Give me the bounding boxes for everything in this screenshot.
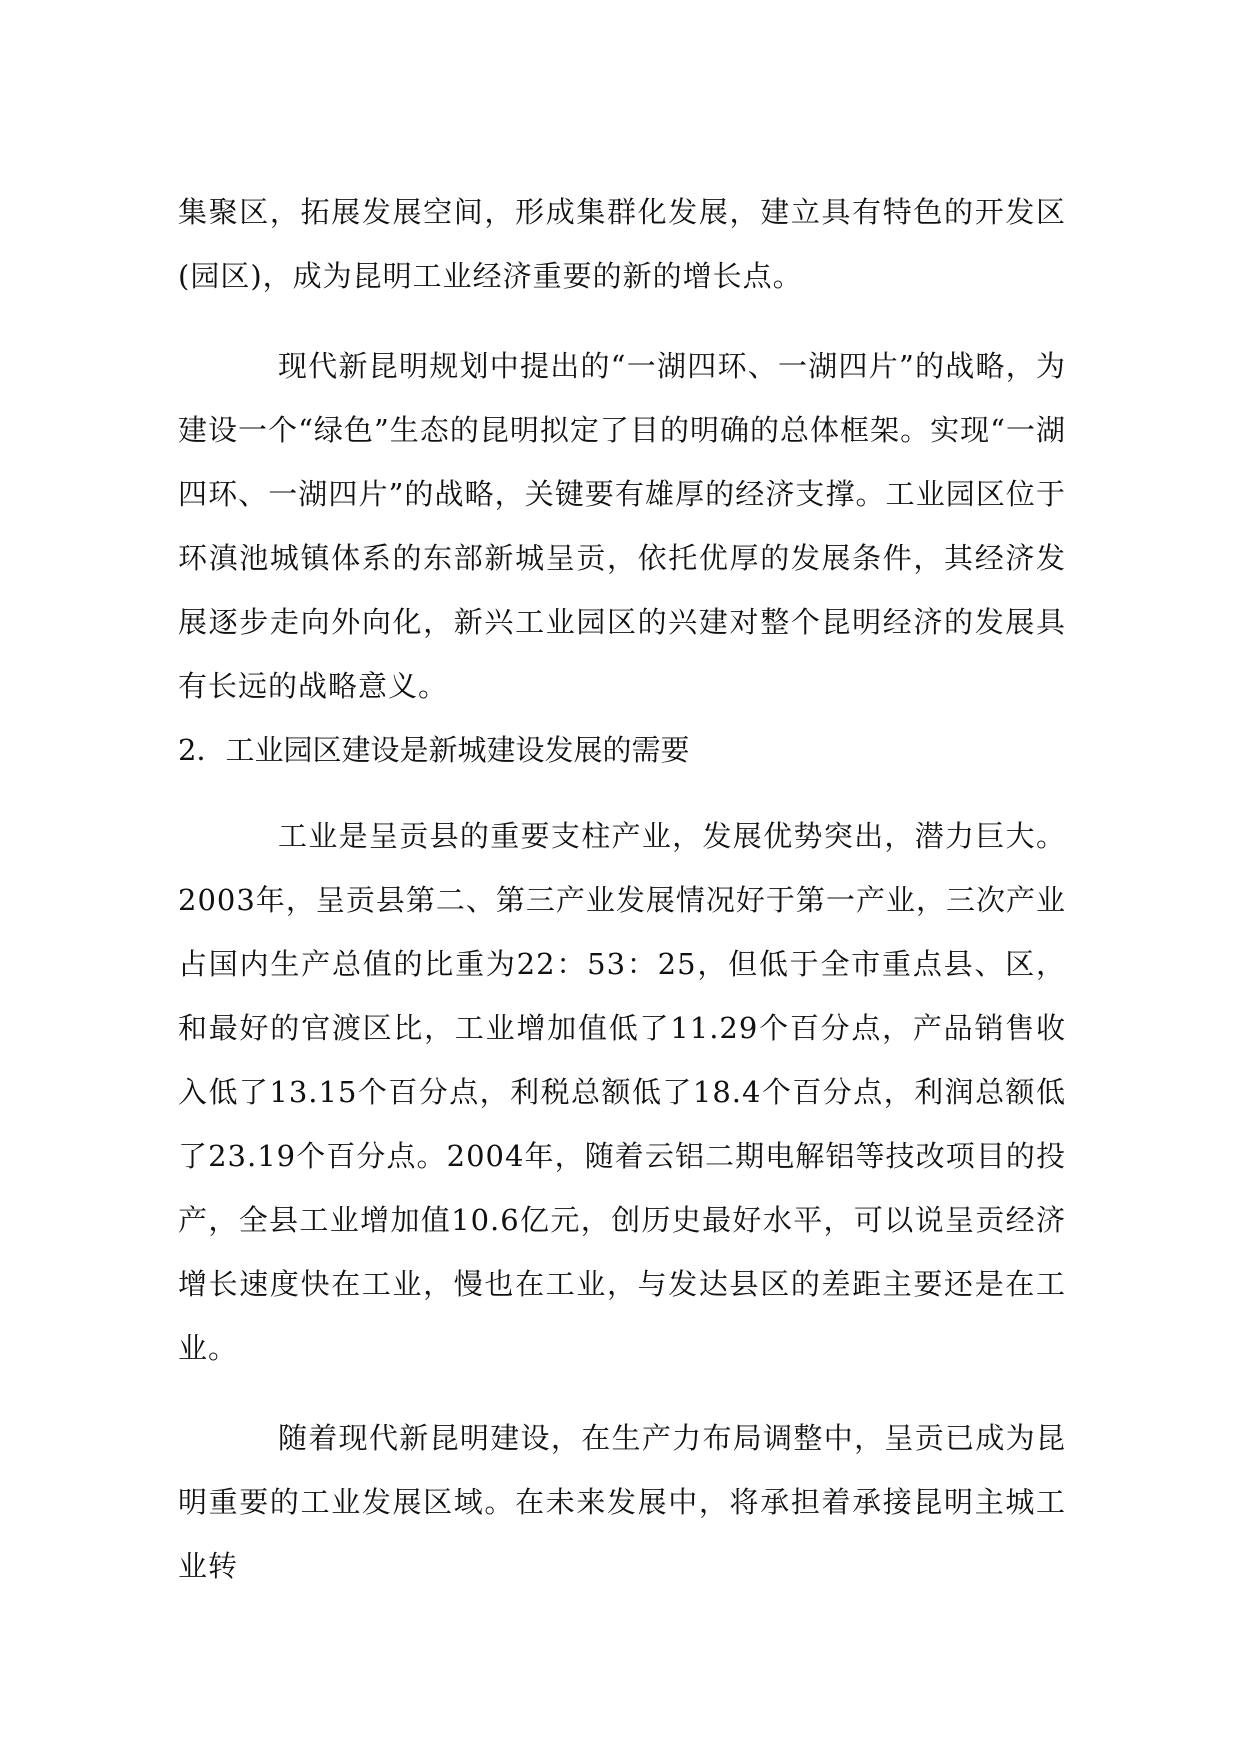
paragraph-modern-kunming-plan: 现代新昆明规划中提出的“一湖四环、一湖四片”的战略，为建设一个“绿色”生态的昆明拟定了目的明确的总体框架。实现“一湖四环、一湖四片”的战略，关键要有雄厚的经济支撑。工业园区位于环滇池城镇体系的东部新城呈贡，依托优厚的发展条件，其经济发展逐步走向外向化，新兴工业园区的兴建对整个昆明经济的发展具有长远的战略意义。 — [178, 349, 1066, 703]
section-heading: 2．工业园区建设是新城建设发展的需要 — [178, 733, 690, 767]
paragraph-new-kunming-construction: 随着现代新昆明建设，在生产力布局调整中，呈贡已成为昆明重要的工业发展区域。在未来发展中，将承担着承接昆明主城工业转 — [178, 1421, 1066, 1583]
paragraph-chenggong-industry: 工业是呈贡县的重要支柱产业，发展优势突出，潜力巨大。2003年，呈贡县第二、第三产业发展情况好于第一产业，三次产业占国内生产总值的比重为22：53：25，但低于全市重点县、区，和最好的官渡区比，工业增加值低了11.29个百分点，产品销售收入低了13.15个百分点，利税总额低了18.4个百分点，利润总额低了23.19个百分点。2004年，随着云铝二期电解铝等技改项目的投产，全县工业增加值10.6亿元，创历史最好水平，可以说呈贡经济增长速度快在工业，慢也在工业，与发达县区的差距主要还是在工业。 — [178, 819, 1066, 1365]
paragraph-continuation: 集聚区，拓展发展空间，形成集群化发展，建立具有特色的开发区(园区)，成为昆明工业经济重要的新的增长点。 — [178, 195, 1066, 293]
document-body — [178, 180, 1066, 1598]
